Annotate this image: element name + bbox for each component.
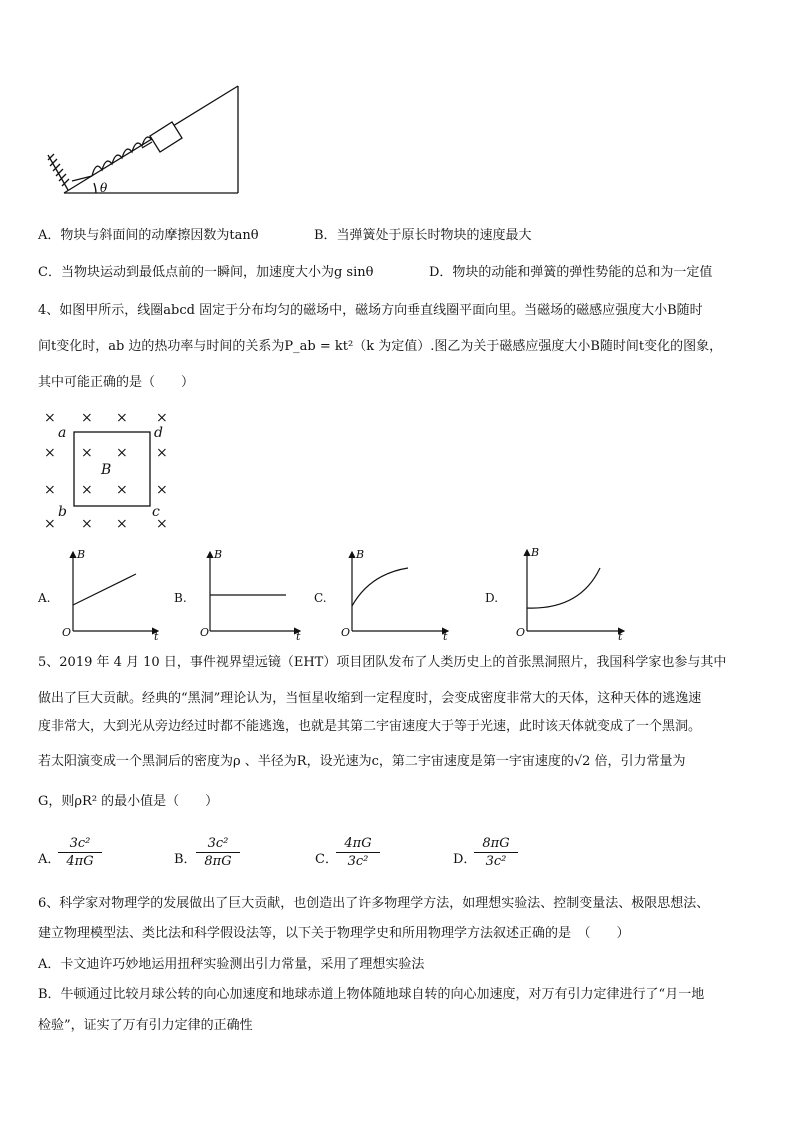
- q5-line-4: 若太阳演变成一个黑洞后的密度为ρ 、半径为R，设光速为c，第二宇宙速度是第一宇宙速度的√2 倍，引力常量为: [38, 754, 686, 769]
- q5-option-d-fraction: $\frac{8\pi G}{\text{3c²}}$: [474, 836, 518, 869]
- graph-label-b: B.: [174, 591, 187, 605]
- coil-label-c: c: [152, 504, 160, 520]
- graph-label-a: A.: [38, 591, 51, 605]
- svg-text:×: ×: [44, 445, 56, 461]
- svg-text:×: ×: [44, 482, 56, 498]
- svg-text:O: O: [200, 626, 210, 639]
- q5-line-1: 5、2019 年 4 月 10 日，事件视界望远镜（EHT）项目团队发布了人类历史上的首张黑洞照片，我国科学家也参与其中: [38, 655, 727, 670]
- svg-text:×: ×: [81, 482, 93, 498]
- q4-line-3: 其中可能正确的是（ ）: [38, 375, 195, 390]
- q5-option-b-label: B．: [174, 852, 197, 867]
- graph-label-d: D.: [485, 591, 499, 605]
- q5-line-2: 做出了巨大贡献。经典的“黑洞”理论认为，当恒星收缩到一定程度时，会变成密度非常大的天体，这种天体的逃逸速: [38, 691, 702, 706]
- q3-option-a: A．物块与斜面间的动摩擦因数为tanθ: [38, 228, 259, 243]
- q6-line-2: 建立物理模型法、类比法和科学假设法等，以下关于物理学史和所用物理学方法叙述正确的是 （ ）: [38, 926, 630, 941]
- coil-label-b: b: [58, 504, 67, 520]
- q6-option-b-line-1: B．牛顿通过比较月球公转的向心加速度和地球赤道上物体随地球自转的向心加速度，对万有引力定律进行了“月一地: [38, 987, 705, 1002]
- q3-option-c: C．当物块运动到最低点前的一瞬间，加速度大小为g sinθ: [38, 265, 374, 280]
- svg-text:B: B: [531, 546, 540, 559]
- svg-text:O: O: [341, 626, 351, 639]
- q6-option-b-line-2: 检验”，证实了万有引力定律的正确性: [38, 1018, 253, 1033]
- svg-text:O: O: [62, 626, 72, 639]
- svg-text:t: t: [154, 630, 159, 643]
- svg-text:×: ×: [116, 482, 128, 498]
- q4-line-2: 间t变化时，ab 边的热功率与时间的关系为P_ab = kt²（k 为定值）.图乙为关于磁感应强度大小B随时间t变化的图象，: [38, 339, 723, 354]
- q6-option-a: A．卡文迪许巧妙地运用扭秤实验测出引力常量，采用了理想实验法: [38, 957, 425, 972]
- svg-text:×: ×: [156, 516, 168, 532]
- q6-line-1: 6、科学家对物理学的发展做出了巨大贡献，也创造出了许多物理学方法，如理想实验法、控制变量法、极限思想法、: [38, 896, 710, 911]
- q5-option-d-label: D．: [453, 852, 477, 867]
- svg-text:O: O: [516, 626, 526, 639]
- svg-text:×: ×: [156, 482, 168, 498]
- coil-label-d: d: [154, 425, 163, 441]
- svg-text:t: t: [443, 630, 448, 643]
- q5-option-b-fraction: $\frac{\text{3c²}}{8\pi G}$: [196, 836, 240, 869]
- incline-figure: [40, 80, 260, 205]
- svg-text:×: ×: [81, 445, 93, 461]
- svg-text:×: ×: [81, 516, 93, 532]
- svg-text:B: B: [356, 548, 365, 561]
- q5-line-3: 度非常大，大到光从旁边经过时都不能逃逸，也就是其第二宇宙速度大于等于光速，此时该天体就变成了一个黑洞。: [38, 719, 702, 734]
- svg-text:B: B: [214, 548, 223, 561]
- graph-label-c: C.: [314, 591, 327, 605]
- svg-text:B: B: [77, 548, 86, 561]
- q5-option-a-fraction: $\frac{\text{3c²}}{4\pi G}$: [58, 836, 102, 869]
- coil-figure: [40, 404, 180, 534]
- angle-label: θ: [100, 181, 108, 195]
- q5-option-c-fraction: $\frac{4\pi G}{\text{3c²}}$: [336, 836, 380, 869]
- svg-text:×: ×: [156, 410, 168, 426]
- svg-text:t: t: [296, 630, 301, 643]
- graph-options: [30, 544, 650, 644]
- svg-text:×: ×: [116, 445, 128, 461]
- q4-line-1: 4、如图甲所示，线圈abcd 固定于分布均匀的磁场中，磁场方向垂直线圈平面向里。当磁场的磁感应强度大小B随时: [38, 303, 703, 318]
- svg-text:×: ×: [156, 445, 168, 461]
- q3-option-d: D．物块的动能和弹簧的弹性势能的总和为一定值: [429, 265, 713, 280]
- svg-text:×: ×: [116, 516, 128, 532]
- q5-option-a-label: A．: [38, 852, 61, 867]
- svg-text:×: ×: [116, 410, 128, 426]
- svg-text:×: ×: [44, 516, 56, 532]
- svg-text:×: ×: [81, 410, 93, 426]
- cross-mark: ×: [44, 410, 56, 426]
- q3-option-b: B．当弹簧处于原长时物块的速度最大: [314, 228, 532, 243]
- svg-text:t: t: [618, 630, 623, 643]
- coil-label-a: a: [58, 425, 67, 441]
- q5-option-c-label: C．: [315, 852, 338, 867]
- q5-line-5: G，则ρR² 的最小值是（ ）: [38, 794, 219, 809]
- field-label-B: B: [101, 462, 112, 478]
